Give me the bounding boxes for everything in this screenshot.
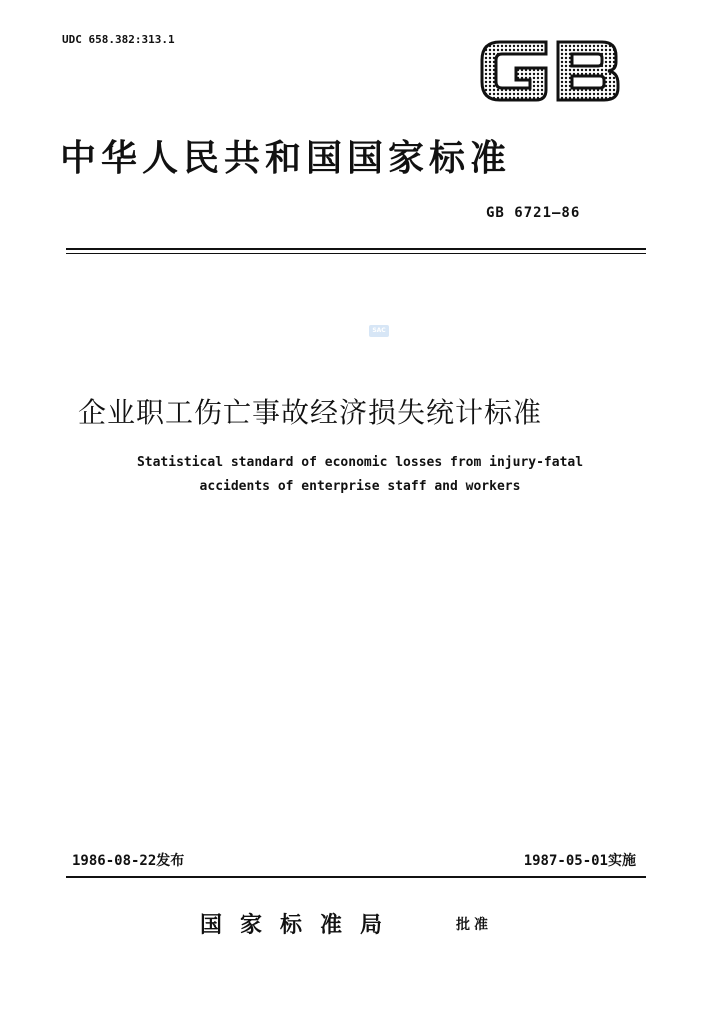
national-standard-title: 中华人民共和国国家标准: [60, 138, 512, 179]
english-title-line-1: Statistical standard of economic losses from injury-fatal: [136, 455, 584, 470]
top-rule-thin: [66, 253, 646, 254]
english-title-line-2: accidents of enterprise staff and workers: [199, 479, 521, 494]
issue-date: 1986-08-22发布: [72, 853, 185, 869]
top-rule-thick: [66, 248, 646, 250]
standard-code: GB 6721—86: [486, 205, 581, 221]
udc-number: UDC 658.382:313.1: [62, 33, 175, 46]
standard-title-chinese: 企业职工伤亡事故经济损失统计标准: [78, 396, 543, 429]
watermark-icon: SAC: [369, 325, 389, 337]
bottom-rule: [66, 876, 646, 878]
standard-title-english: [80, 451, 640, 499]
gb-logo-icon: [476, 32, 624, 108]
issuing-authority: 国家标准局: [200, 912, 401, 938]
approval-label: 批准: [456, 917, 492, 933]
implementation-date: 1987-05-01实施: [523, 853, 636, 869]
